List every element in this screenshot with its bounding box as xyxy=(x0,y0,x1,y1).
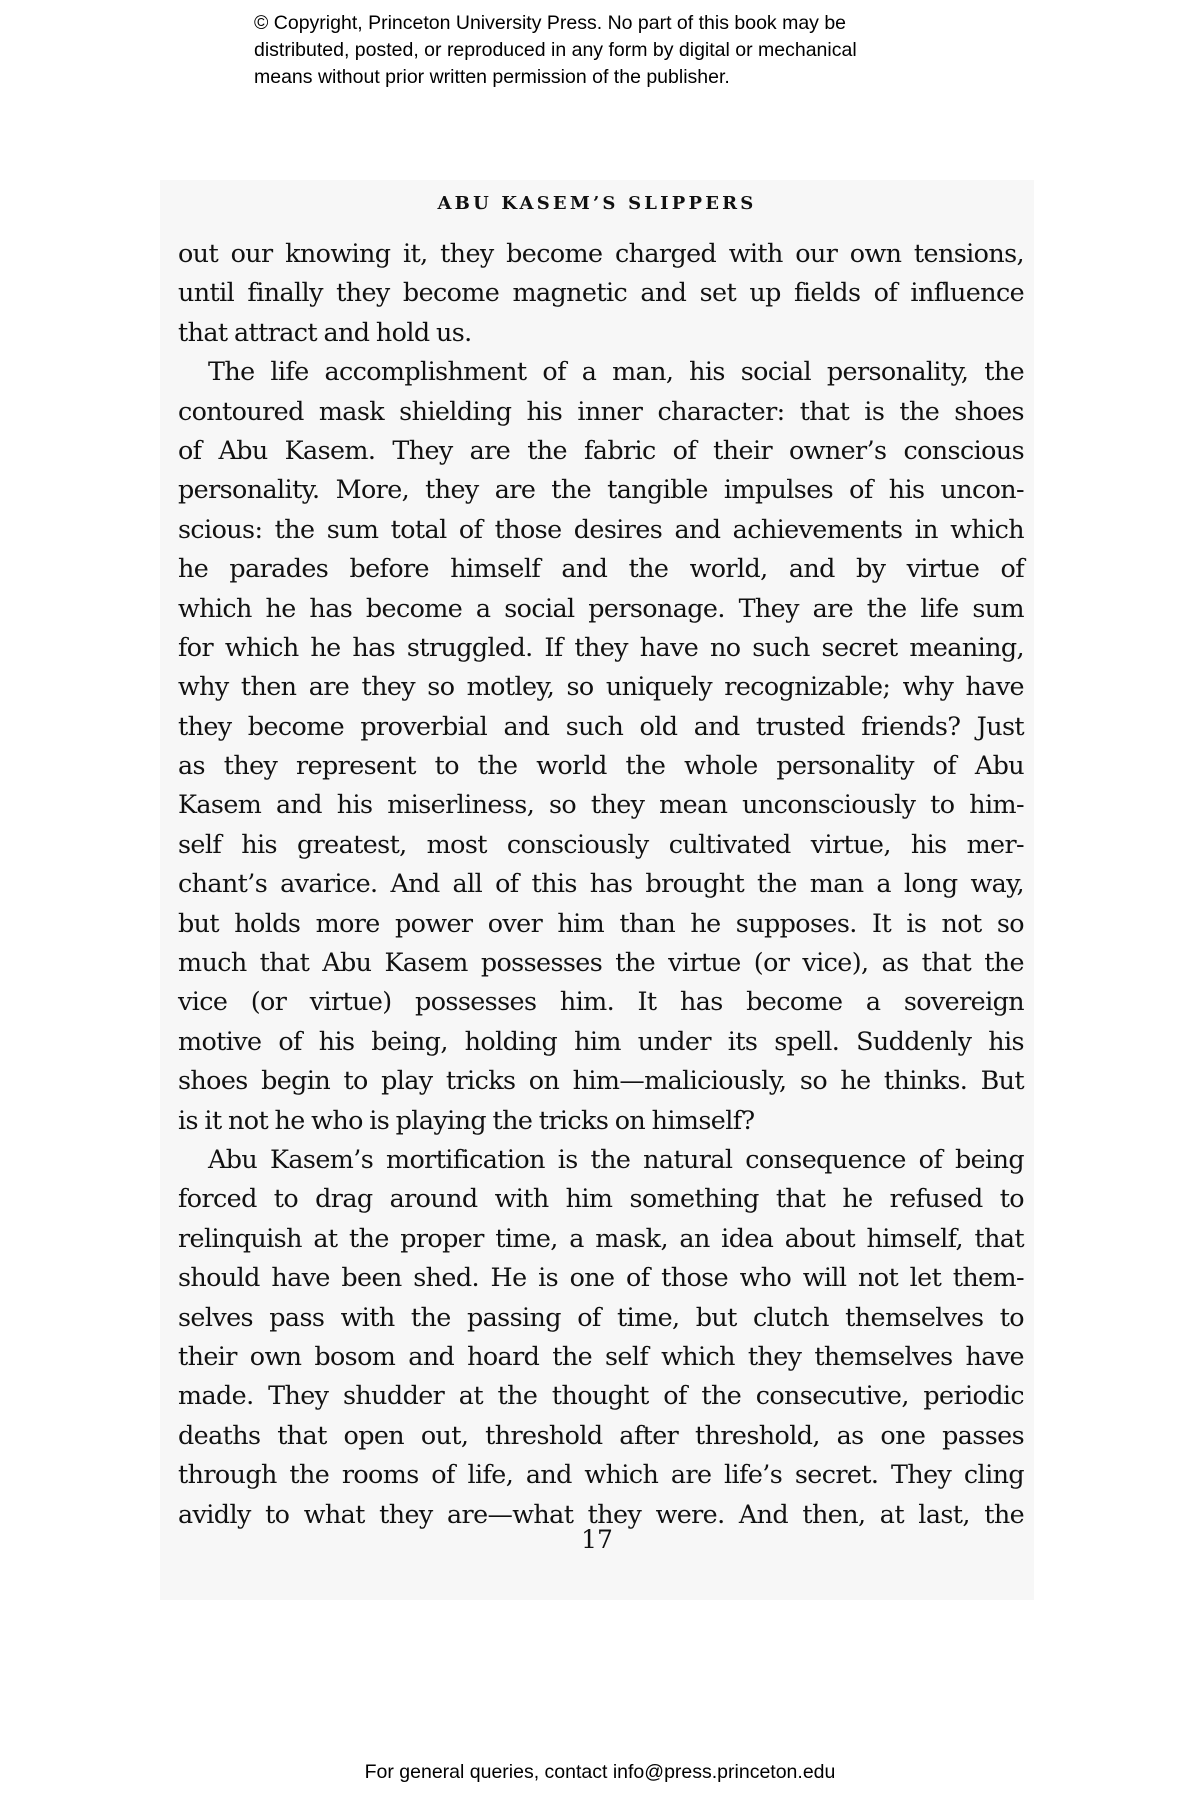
footer-contact: For general queries, contact info@press.princeton.edu xyxy=(364,1761,836,1783)
text-line: vice (or virtue) possesses him. It has become a sovereign xyxy=(178,986,1024,1017)
running-head: ABU KASEM’S SLIPPERS xyxy=(437,193,757,214)
body-text xyxy=(178,234,1024,1534)
text-line: that attract and hold us. xyxy=(178,316,472,347)
text-line: out our knowing it, they become charged with our own tensions, xyxy=(178,238,1024,268)
text-line: is it not he who is playing the tricks on himself? xyxy=(178,1104,755,1135)
text-line: but holds more power over him than he supposes. It is not so xyxy=(178,907,1024,938)
text-line: scious: the sum total of those desires and achievements in which xyxy=(178,513,1024,544)
text-line: their own bosom and hoard the self which they themselves have xyxy=(178,1340,1024,1371)
text-line: forced to drag around with him something that he refused to xyxy=(178,1183,1024,1214)
text-line: selves pass with the passing of time, but clutch themselves to xyxy=(178,1301,1024,1332)
text-line: of Abu Kasem. They are the fabric of their owner’s conscious xyxy=(178,434,1024,465)
text-line: they become proverbial and such old and trusted friends? Just xyxy=(178,710,1024,741)
text-line: deaths that open out, threshold after threshold, as one passes xyxy=(178,1419,1024,1450)
text-line: chant’s avarice. And all of this has brought the man a long way, xyxy=(178,868,1024,899)
copyright-line: means without prior written permission of the publisher. xyxy=(254,66,730,88)
text-line: shoes begin to play tricks on him—maliciously, so he thinks. But xyxy=(178,1065,1024,1096)
text-line: why then are they so motley, so uniquely recognizable; why have xyxy=(178,671,1024,702)
copyright-line: distributed, posted, or reproduced in any form by digital or mechanical xyxy=(254,39,857,61)
text-line: until finally they become magnetic and set up fields of influence xyxy=(178,277,1024,308)
text-line: personality. More, they are the tangible impulses of his uncon- xyxy=(178,474,1024,505)
copyright-line: © Copyright, Princeton University Press. No part of this book may be xyxy=(254,12,847,34)
text-line: which he has become a social personage. They are the life sum xyxy=(178,592,1024,623)
text-line: contoured mask shielding his inner character: that is the shoes xyxy=(178,395,1024,426)
text-line: through the rooms of life, and which are life’s secret. They cling xyxy=(178,1459,1024,1490)
text-line: much that Abu Kasem possesses the virtue (or vice), as that the xyxy=(178,947,1024,978)
text-line: Kasem and his miserliness, so they mean unconsciously to him- xyxy=(178,789,1024,820)
text-line: motive of his being, holding him under its spell. Suddenly his xyxy=(178,1025,1024,1056)
text-line: Abu Kasem’s mortification is the natural consequence of being xyxy=(208,1143,1024,1174)
text-line: relinquish at the proper time, a mask, an idea about himself, that xyxy=(178,1222,1024,1253)
text-line: self his greatest, most consciously cultivated virtue, his mer- xyxy=(178,828,1024,859)
text-line: for which he has struggled. If they have no such secret meaning, xyxy=(178,631,1024,662)
text-line: he parades before himself and the world, and by virtue of xyxy=(178,553,1024,584)
text-line: as they represent to the world the whole personality of Abu xyxy=(178,750,1024,781)
text-line: The life accomplishment of a man, his social personality, the xyxy=(208,356,1024,387)
text-line: should have been shed. He is one of those who will not let them- xyxy=(178,1262,1024,1293)
text-line: made. They shudder at the thought of the consecutive, periodic xyxy=(178,1380,1024,1411)
scanned-book-page xyxy=(160,180,1034,1600)
copyright-notice xyxy=(254,10,1014,91)
page-number: 17 xyxy=(581,1525,613,1554)
text-line: avidly to what they are—what they were. And then, at last, the xyxy=(178,1498,1024,1529)
